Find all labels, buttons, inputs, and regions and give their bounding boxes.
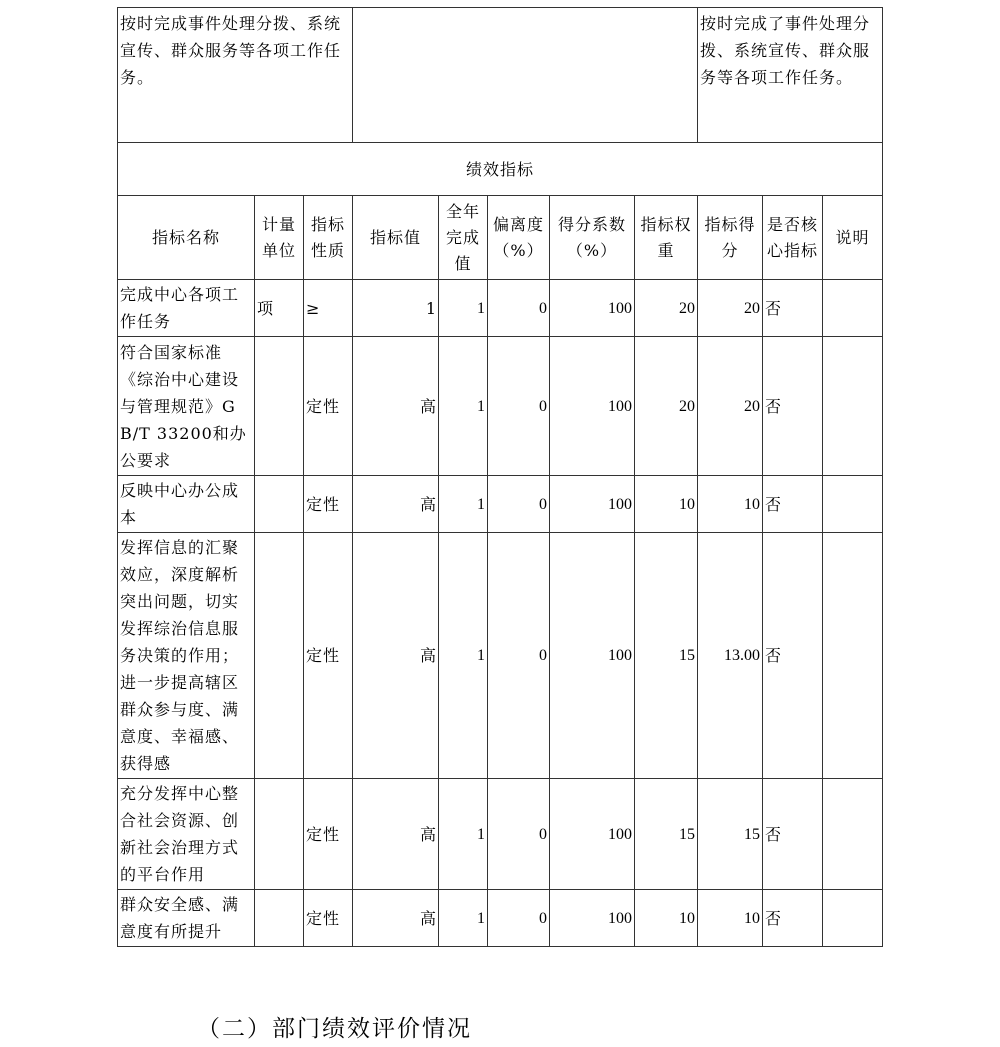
note-cell xyxy=(823,890,883,947)
header-cell: 指标名称 xyxy=(118,196,255,280)
note-cell xyxy=(823,779,883,890)
header-cell: 计量单位 xyxy=(255,196,304,280)
target-cell: 高 xyxy=(353,779,439,890)
coefficient-cell: 100 xyxy=(550,476,635,533)
unit-cell: 项 xyxy=(255,280,304,337)
core-cell: 否 xyxy=(763,779,823,890)
score-cell: 15 xyxy=(698,779,763,890)
table-row xyxy=(118,280,883,337)
table-row xyxy=(118,890,883,947)
coefficient-cell: 100 xyxy=(550,280,635,337)
unit-cell xyxy=(255,779,304,890)
nature-cell: 定性 xyxy=(304,890,353,947)
deviation-cell: 0 xyxy=(488,476,550,533)
header-cell: 偏离度（%） xyxy=(488,196,550,280)
coefficient-cell: 100 xyxy=(550,337,635,476)
coefficient-cell: 100 xyxy=(550,890,635,947)
core-cell: 否 xyxy=(763,533,823,779)
header-cell: 指标值 xyxy=(353,196,439,280)
target-cell: 高 xyxy=(353,533,439,779)
core-cell: 否 xyxy=(763,337,823,476)
core-cell: 否 xyxy=(763,280,823,337)
indicator-name: 群众安全感、满意度有所提升 xyxy=(118,890,255,947)
score-cell: 20 xyxy=(698,337,763,476)
coefficient-cell: 100 xyxy=(550,779,635,890)
header-cell: 说明 xyxy=(823,196,883,280)
weight-cell: 15 xyxy=(635,779,698,890)
table-row xyxy=(118,533,883,779)
core-cell: 否 xyxy=(763,476,823,533)
weight-cell: 15 xyxy=(635,533,698,779)
header-cell: 指标权重 xyxy=(635,196,698,280)
nature-cell: 定性 xyxy=(304,779,353,890)
coefficient-cell: 100 xyxy=(550,533,635,779)
actual-cell: 1 xyxy=(439,280,488,337)
section-title-row xyxy=(118,143,883,196)
summary-middle-cell xyxy=(353,8,698,143)
table-row xyxy=(118,337,883,476)
table-row xyxy=(118,779,883,890)
note-cell xyxy=(823,337,883,476)
actual-cell: 1 xyxy=(439,890,488,947)
summary-row xyxy=(118,8,883,143)
deviation-cell: 0 xyxy=(488,779,550,890)
header-cell: 指标得分 xyxy=(698,196,763,280)
target-cell: 高 xyxy=(353,890,439,947)
target-cell: 1 xyxy=(353,280,439,337)
actual-cell: 1 xyxy=(439,533,488,779)
indicator-name: 完成中心各项工作任务 xyxy=(118,280,255,337)
note-cell xyxy=(823,533,883,779)
weight-cell: 10 xyxy=(635,890,698,947)
indicator-name: 发挥信息的汇聚效应，深度解析突出问题，切实发挥综治信息服务决策的作用；进一步提高辖区群众参与度、满意度、幸福感、获得感 xyxy=(118,533,255,779)
score-cell: 10 xyxy=(698,890,763,947)
weight-cell: 20 xyxy=(635,280,698,337)
note-cell xyxy=(823,476,883,533)
score-cell: 13.00 xyxy=(698,533,763,779)
indicator-name: 反映中心办公成本 xyxy=(118,476,255,533)
header-cell: 是否核心指标 xyxy=(763,196,823,280)
header-cell: 得分系数（%） xyxy=(550,196,635,280)
unit-cell xyxy=(255,890,304,947)
weight-cell: 10 xyxy=(635,476,698,533)
actual-cell: 1 xyxy=(439,476,488,533)
summary-right-cell: 按时完成了事件处理分拨、系统宣传、群众服务等各项工作任务。 xyxy=(698,8,883,143)
nature-cell: 定性 xyxy=(304,476,353,533)
indicator-name: 符合国家标准《综治中心建设与管理规范》GB/T 33200和办公要求 xyxy=(118,337,255,476)
target-cell: 高 xyxy=(353,476,439,533)
deviation-cell: 0 xyxy=(488,337,550,476)
unit-cell xyxy=(255,533,304,779)
nature-cell: ≥ xyxy=(304,280,353,337)
core-cell: 否 xyxy=(763,890,823,947)
score-cell: 10 xyxy=(698,476,763,533)
header-cell: 指标性质 xyxy=(304,196,353,280)
table-row xyxy=(118,476,883,533)
section-title: 绩效指标 xyxy=(118,143,883,196)
indicator-name: 充分发挥中心整合社会资源、创新社会治理方式的平台作用 xyxy=(118,779,255,890)
unit-cell xyxy=(255,476,304,533)
performance-table xyxy=(117,7,883,947)
nature-cell: 定性 xyxy=(304,533,353,779)
weight-cell: 20 xyxy=(635,337,698,476)
deviation-cell: 0 xyxy=(488,533,550,779)
unit-cell xyxy=(255,337,304,476)
summary-left-cell: 按时完成事件处理分拨、系统宣传、群众服务等各项工作任务。 xyxy=(118,8,353,143)
actual-cell: 1 xyxy=(439,779,488,890)
score-cell: 20 xyxy=(698,280,763,337)
deviation-cell: 0 xyxy=(488,890,550,947)
note-cell xyxy=(823,280,883,337)
header-cell: 全年完成值 xyxy=(439,196,488,280)
deviation-cell: 0 xyxy=(488,280,550,337)
actual-cell: 1 xyxy=(439,337,488,476)
header-row xyxy=(118,196,883,280)
nature-cell: 定性 xyxy=(304,337,353,476)
section-heading: （二）部门绩效评价情况 xyxy=(197,1016,472,1042)
target-cell: 高 xyxy=(353,337,439,476)
